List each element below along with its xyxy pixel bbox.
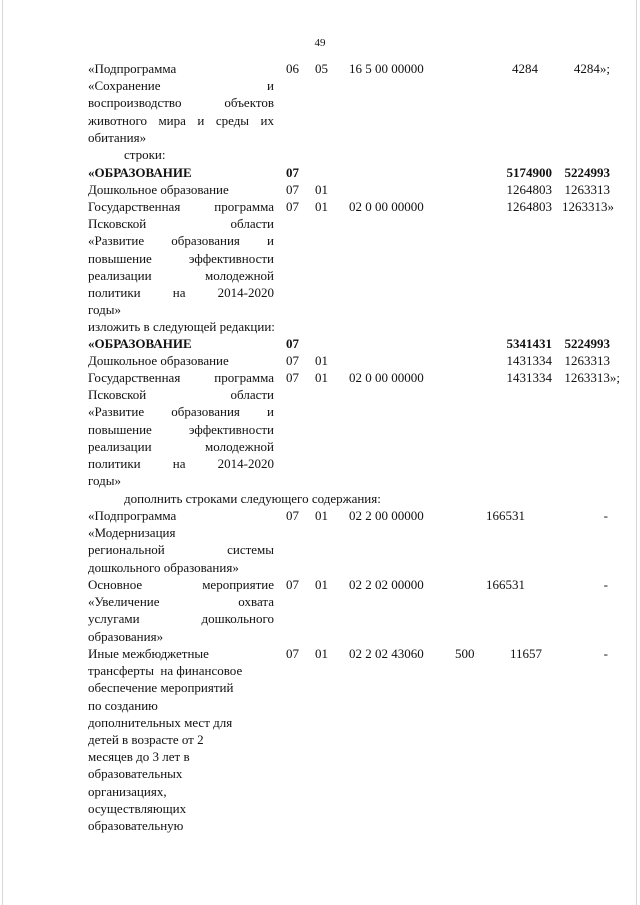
target-article-code: 02 2 02 00000 <box>349 577 424 592</box>
left-scan-edge <box>2 0 3 905</box>
subsection-code: 05 <box>315 61 328 76</box>
amount-2015: - <box>603 577 608 592</box>
amount-2014: 1431334 <box>506 353 552 368</box>
amount-2014: 5341431 <box>506 336 552 351</box>
amount-2015: 1263313 <box>564 182 610 197</box>
target-article-code: 16 5 00 00000 <box>349 61 424 76</box>
row-description: Дошкольное образование <box>88 182 229 197</box>
amount-2015: 1263313»; <box>564 370 620 385</box>
right-scan-edge <box>636 0 637 905</box>
row-description: Дошкольное образование <box>88 353 229 368</box>
section-code: 07 <box>286 336 299 351</box>
row-description: Государственная программа Псковской области «Развитие образования и повышение эффективности реализации молодежной политики на 2014-2020 годы» <box>88 370 274 489</box>
amount-2014: 1264803 <box>506 182 552 197</box>
amount-2014: 166531 <box>486 508 525 523</box>
amount-2015: 5224993 <box>564 336 610 351</box>
section-code: 07 <box>286 353 299 368</box>
amount-2015: - <box>603 646 608 661</box>
amount-2014: 1264803 <box>506 199 552 214</box>
row-description: «Подпрограмма «Модернизация региональной системы дошкольного образования» <box>88 508 274 575</box>
row-description: Иные межбюджетные трансферты на финансовое обеспечение мероприятий по созданию дополнительных мест для детей в возрасте от 2 месяцев до 3 лет в образовательных организациях, осуществляющих образовательную <box>88 646 243 834</box>
amount-2014: 1431334 <box>506 370 552 385</box>
subsection-code: 01 <box>315 182 328 197</box>
target-article-code: 02 2 00 00000 <box>349 508 424 523</box>
section-code: 07 <box>286 182 299 197</box>
amount-2015: 4284»; <box>573 61 610 76</box>
label-izlozhit: изложить в следующей редакции: <box>88 319 275 334</box>
subsection-code: 01 <box>315 577 328 592</box>
row-description: «Подпрограмма «Сохранение и воспроизводство объектов животного мира и среды их обитания» <box>88 61 274 145</box>
row-description: «ОБРАЗОВАНИЕ <box>88 165 192 180</box>
amount-2014: 11657 <box>509 646 542 661</box>
amount-2015: - <box>603 508 608 523</box>
amount-2014: 166531 <box>486 577 525 592</box>
section-code: 07 <box>286 165 299 180</box>
subsection-code: 01 <box>315 370 328 385</box>
target-article-code: 02 2 02 43060 <box>349 646 424 661</box>
row-description: Основное мероприятие «Увеличение охвата услугами дошкольного образования» <box>88 577 274 644</box>
amount-2015: 1263313» <box>562 199 614 214</box>
label-stroki: строки: <box>124 147 166 162</box>
amount-2015: 1263313 <box>564 353 610 368</box>
subsection-code: 01 <box>315 353 328 368</box>
subsection-code: 01 <box>315 199 328 214</box>
amount-2015: 5224993 <box>564 165 610 180</box>
expense-type-code: 500 <box>455 646 475 661</box>
section-code: 07 <box>286 199 299 214</box>
target-article-code: 02 0 00 00000 <box>349 199 424 214</box>
subsection-code: 01 <box>315 646 328 661</box>
subsection-code: 01 <box>315 508 328 523</box>
row-description: Государственная программа Псковской области «Развитие образования и повышение эффективности реализации молодежной политики на 2014-2020 годы» <box>88 199 274 318</box>
section-code: 07 <box>286 508 299 523</box>
section-code: 07 <box>286 646 299 661</box>
label-dopolnit: дополнить строками следующего содержания: <box>124 491 381 506</box>
amount-2014: 4284 <box>512 61 538 76</box>
page-number: 49 <box>314 37 326 49</box>
section-code: 06 <box>286 61 299 76</box>
section-code: 07 <box>286 577 299 592</box>
target-article-code: 02 0 00 00000 <box>349 370 424 385</box>
amount-2014: 5174900 <box>506 165 552 180</box>
section-code: 07 <box>286 370 299 385</box>
row-description: «ОБРАЗОВАНИЕ <box>88 336 192 351</box>
